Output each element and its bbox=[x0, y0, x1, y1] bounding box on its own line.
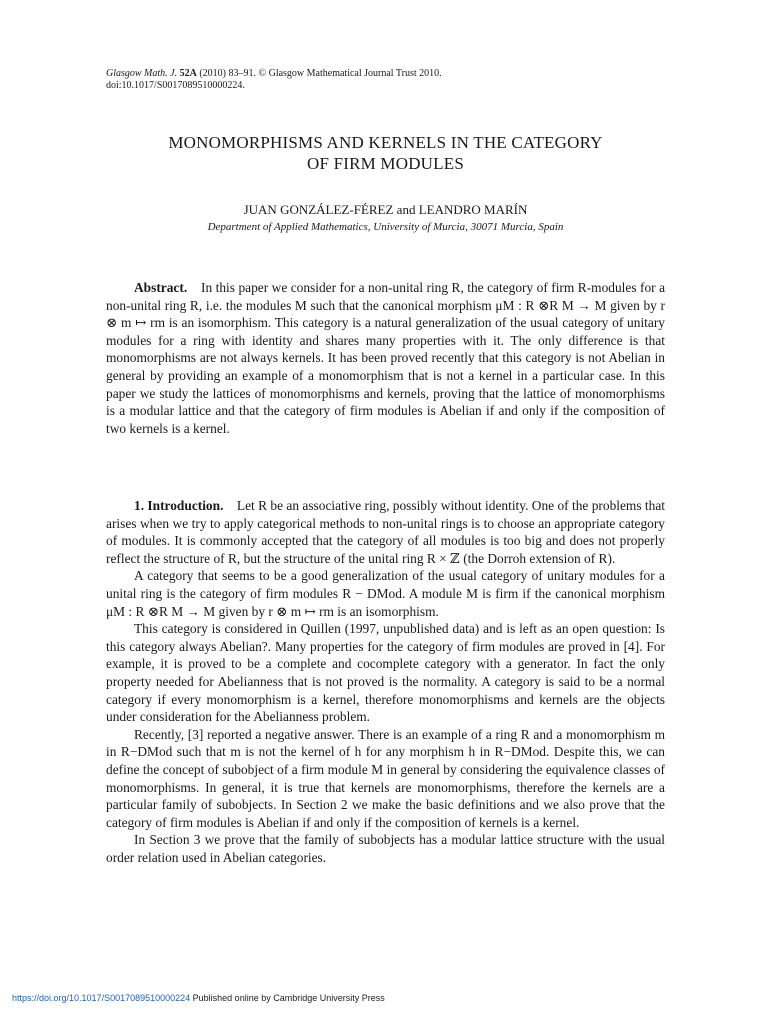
introduction-section bbox=[106, 497, 665, 866]
abstract bbox=[106, 279, 665, 437]
citation-rest: (2010) 83–91. © Glasgow Mathematical Journal Trust 2010. bbox=[196, 68, 442, 79]
journal-name: Glasgow Math. J. bbox=[106, 68, 178, 79]
doi-link[interactable]: https://doi.org/10.1017/S0017089510000224 bbox=[12, 993, 191, 1003]
doi-line: doi:10.1017/S0017089510000224. bbox=[106, 80, 245, 91]
intro-paragraph-5: In Section 3 we prove that the family of subobjects has a modular lattice structure with the usual order relation used in Abelian categories. bbox=[106, 832, 665, 865]
page-footer bbox=[12, 993, 385, 1004]
published-note: Published online by Cambridge University Press bbox=[190, 993, 385, 1003]
citation-line bbox=[106, 68, 665, 80]
author-affiliation: Department of Applied Mathematics, University of Murcia, 30071 Murcia, Spain bbox=[207, 221, 564, 233]
abstract-paragraph bbox=[106, 279, 665, 437]
title-line-2: OF FIRM MODULES bbox=[307, 154, 464, 173]
journal-header bbox=[106, 68, 665, 92]
paper-title bbox=[106, 132, 665, 174]
abstract-text: In this paper we consider for a non-unital ring R, the category of firm R-modules for a non-unital ring R, i.e. the modules M such that the canonical morphism μM : R ⊗R M → M given by r ⊗ m ↦ rm is an isomorphism. This category is a natural generalization of the usual category of unitary modules for a ring with identity and shares many properties with it. The only difference is that monomorphisms are not always kernels. It has been proved recently that this category is not Abelian in general by providing an example of a monomorphism that is not a kernel in a particular case. In this paper we study the lattices of monomorphisms and kernels, proving that the lattice of monomorphisms is a modular lattice and that the category of firm modules is Abelian if and only if the composition of two kernels is a kernel. bbox=[106, 280, 666, 436]
journal-volume: 52A bbox=[179, 68, 197, 79]
title-line-1: MONOMORPHISMS AND KERNELS IN THE CATEGORY bbox=[168, 133, 603, 152]
abstract-label: Abstract. bbox=[134, 280, 188, 295]
intro-paragraph-text: Let R be an associative ring, possibly without identity. One of the problems that arises when we try to apply categorical methods to non-unital rings is to choose an appropriate category of modules. It is commonly accepted that the category of all modules is too big and does not properly reflect the structure of R, but the structure of the unital ring R × ℤ (the Dorroh extension of R). bbox=[106, 498, 665, 566]
section-heading: 1. Introduction. bbox=[134, 498, 224, 513]
intro-paragraph-3: This category is considered in Quillen (1997, unpublished data) and is left as an open question: Is this category always Abelian?. Many properties for the category of firm modules are proved in [4]. For example, it is proved to be a complete and cocomplete category with a generator. In fact the only property needed for Abelianness that is not proved is the normality. A category is said to be a normal category if every monomorphism is a kernel, therefore monomorphisms and kernels are the objects under consideration for the Abelianness problem. bbox=[106, 621, 665, 725]
intro-paragraph-1 bbox=[106, 497, 665, 567]
intro-paragraph-2: A category that seems to be a good generalization of the usual category of unitary modules for a unital ring is the category of firm modules R − DMod. A module M is firm if the canonical morphism μM : R ⊗R M → M given by r ⊗ m ↦ rm is an isomorphism. bbox=[106, 568, 665, 619]
author-list: JUAN GONZÁLEZ-FÉREZ and LEANDRO MARÍN bbox=[243, 202, 528, 217]
intro-paragraph-4: Recently, [3] reported a negative answer. There is an example of a ring R and a monomorphism m in R−DMod such that m is not the kernel of h for any morphism h in R−DMod. Despite this, we can define the concept of subobject of a firm module M in general by considering the equivalence classes of monomorphisms. In general, it is true that kernels are monomorphisms, therefore the kernels are a particular family of subobjects. In Section 2 we make the basic definitions and we also prove that the category of firm modules is Abelian if and only if the composition of kernels is a kernel. bbox=[106, 726, 665, 830]
